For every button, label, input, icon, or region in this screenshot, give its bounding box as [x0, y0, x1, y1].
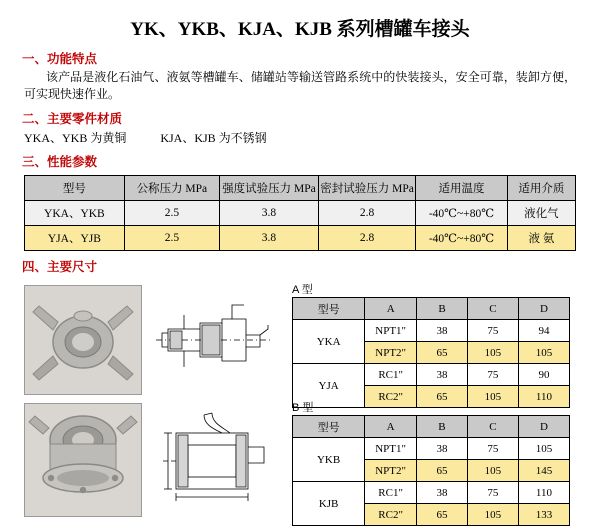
page-title: YK、YKB、KJA、KJB 系列槽罐车接头	[130, 19, 470, 40]
product-photo-b-graphic	[25, 404, 141, 516]
th-model: 型号	[25, 176, 125, 201]
features-paragraph	[24, 69, 576, 103]
cell-d: 94	[518, 320, 569, 342]
cell-temperature: -40℃~+80℃	[416, 201, 508, 226]
cell-c: 105	[467, 386, 518, 408]
cell-model: YJA、YJB	[25, 226, 125, 251]
features-text: 该产品是液化石油气、液氨等槽罐车、储罐站等输送管路系统中的快装接头，安全可靠，装卸方便，可实现快速作业。	[24, 70, 576, 101]
th-c: C	[467, 416, 518, 438]
cell-seal-pressure: 2.8	[319, 201, 416, 226]
cell-model: YJA	[293, 364, 365, 408]
cell-d: 110	[518, 386, 569, 408]
th-a: A	[365, 298, 417, 320]
cell-c: 75	[467, 364, 518, 386]
section-heading-dimensions: 四、主要尺寸	[22, 260, 98, 274]
cell-medium: 液 氨	[507, 226, 575, 251]
cell-a: RC2"	[365, 386, 417, 408]
table-row	[25, 226, 576, 251]
cell-b: 65	[417, 504, 468, 526]
dimension-table-b-head	[293, 416, 570, 438]
cell-strength-pressure: 3.8	[219, 226, 318, 251]
section-heading-features: 一、功能特点	[22, 52, 98, 66]
material-line	[24, 129, 600, 146]
cell-d: 110	[518, 482, 569, 504]
dimension-table-type-b	[292, 415, 570, 526]
table-header-row	[293, 416, 570, 438]
performance-table-head	[25, 176, 576, 201]
table-row	[293, 482, 570, 504]
cell-d: 105	[518, 438, 569, 460]
dimension-table-a-body	[293, 320, 570, 408]
table-header-row	[293, 298, 570, 320]
th-medium: 适用介质	[507, 176, 575, 201]
product-photo-type-a	[24, 285, 142, 395]
th-temperature: 适用温度	[416, 176, 508, 201]
cell-d: 90	[518, 364, 569, 386]
th-a: A	[365, 416, 417, 438]
table-row	[293, 364, 570, 386]
cell-a: RC2"	[365, 504, 417, 526]
th-nominal-pressure: 公称压力 MPa	[124, 176, 219, 201]
product-photo-type-b	[24, 403, 142, 517]
cell-medium: 液化气	[507, 201, 575, 226]
cell-model: YKA	[293, 320, 365, 364]
cell-a: NPT1"	[365, 320, 417, 342]
section-heading-performance: 三、性能参数	[22, 155, 98, 169]
cell-a: NPT2"	[365, 342, 417, 364]
material-left: YKA、YKB 为黄铜	[24, 131, 127, 145]
cell-temperature: -40℃~+80℃	[416, 226, 508, 251]
cell-b: 38	[417, 482, 468, 504]
material-right: KJA、KJB 为不锈钢	[160, 131, 267, 145]
dimensions-section	[0, 281, 600, 529]
dimension-table-type-a	[292, 297, 570, 408]
cell-b: 65	[417, 342, 468, 364]
cell-a: NPT1"	[365, 438, 417, 460]
th-seal-pressure: 密封试验压力 MPa	[319, 176, 416, 201]
cell-a: RC1"	[365, 482, 417, 504]
cell-b: 38	[417, 364, 468, 386]
th-strength-pressure: 强度试验压力 MPa	[219, 176, 318, 201]
cell-b: 38	[417, 320, 468, 342]
cell-strength-pressure: 3.8	[219, 201, 318, 226]
technical-drawing-type-b	[148, 403, 280, 515]
table-row	[293, 438, 570, 460]
type-label-a: A 型	[292, 284, 313, 296]
performance-table-body	[25, 201, 576, 251]
cell-c: 75	[467, 438, 518, 460]
cell-nominal-pressure: 2.5	[124, 226, 219, 251]
product-photo-a-graphic	[25, 286, 141, 394]
cell-b: 65	[417, 386, 468, 408]
cell-model: KJB	[293, 482, 365, 526]
cell-d: 145	[518, 460, 569, 482]
cell-seal-pressure: 2.8	[319, 226, 416, 251]
cell-model: YKB	[293, 438, 365, 482]
performance-table	[24, 175, 576, 251]
cell-d: 105	[518, 342, 569, 364]
cell-nominal-pressure: 2.5	[124, 201, 219, 226]
technical-drawing-type-a	[148, 285, 280, 393]
th-d: D	[518, 416, 569, 438]
th-model: 型号	[293, 298, 365, 320]
cell-c: 75	[467, 320, 518, 342]
table-row	[293, 320, 570, 342]
drawing-a-graphic	[148, 285, 280, 393]
cell-b: 38	[417, 438, 468, 460]
dimension-table-a-head	[293, 298, 570, 320]
th-d: D	[518, 298, 569, 320]
cell-b: 65	[417, 460, 468, 482]
th-b: B	[417, 298, 468, 320]
type-label-b: B 型	[292, 402, 314, 414]
th-b: B	[417, 416, 468, 438]
cell-c: 105	[467, 460, 518, 482]
th-c: C	[467, 298, 518, 320]
table-header-row	[25, 176, 576, 201]
th-model: 型号	[293, 416, 365, 438]
cell-d: 133	[518, 504, 569, 526]
table-row	[25, 201, 576, 226]
cell-model: YKA、YKB	[25, 201, 125, 226]
cell-c: 75	[467, 482, 518, 504]
cell-a: NPT2"	[365, 460, 417, 482]
cell-c: 105	[467, 342, 518, 364]
cell-c: 105	[467, 504, 518, 526]
drawing-b-graphic	[148, 403, 280, 515]
section-heading-material: 二、主要零件材质	[22, 112, 123, 126]
cell-a: RC1"	[365, 364, 417, 386]
dimension-table-b-body	[293, 438, 570, 526]
